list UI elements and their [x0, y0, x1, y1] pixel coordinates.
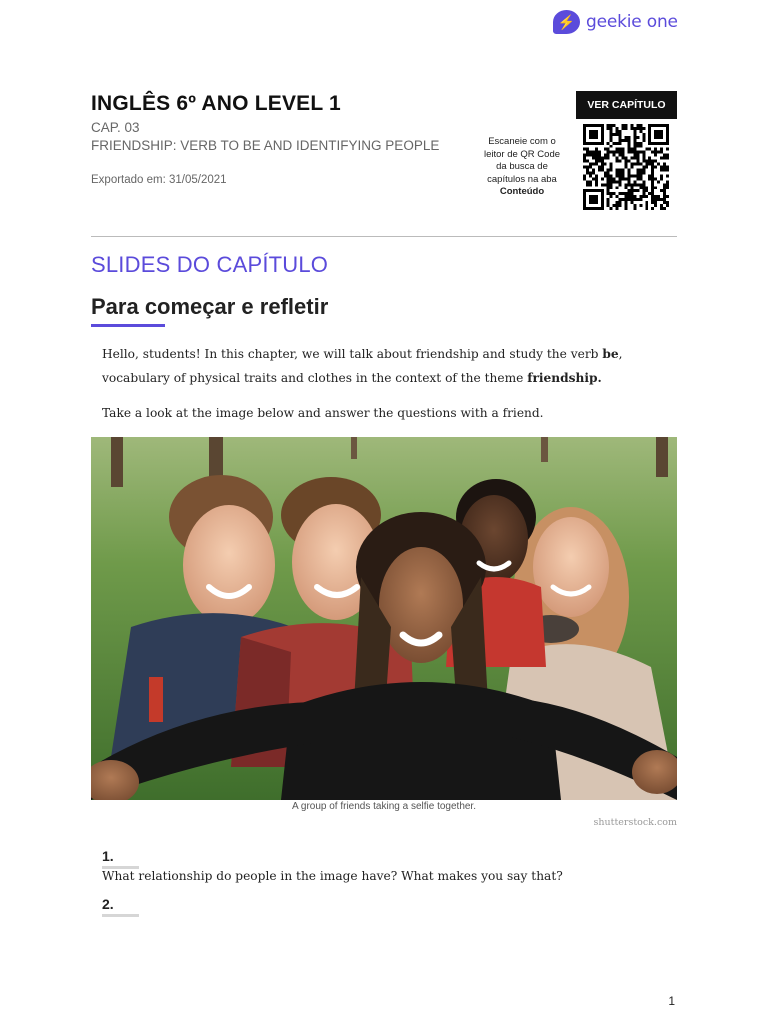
header-divider	[91, 236, 677, 237]
image-credit: shutterstock.com	[593, 817, 677, 828]
section-title: SLIDES DO CAPÍTULO	[91, 252, 329, 277]
qr-instructions-bold: Conteúdo	[499, 186, 545, 197]
qr-instructions-text: Escaneie com o leitor de QR Code da busca de capítulos na aba	[483, 136, 561, 185]
chapter-title: FRIENDSHIP: VERB TO BE AND IDENTIFYING PEOPLE	[91, 138, 440, 153]
qr-instructions	[478, 136, 566, 199]
question-2-underline	[102, 914, 139, 917]
intro-bold-be: be	[602, 347, 619, 361]
logo-text: geekie one	[586, 12, 678, 32]
intro-text-c: , vocabulary of physical traits and clothes in the context of the theme	[102, 347, 623, 385]
question-1-text: What relationship do people in the image have? What makes you say that?	[102, 869, 563, 883]
subsection-title: Para começar e refletir	[91, 294, 329, 319]
intro-text-a: Hello, students! In this chapter, we will talk about friendship and study the verb	[102, 347, 603, 361]
page-number: 1	[668, 994, 675, 1008]
instruction-paragraph: Take a look at the image below and answer the questions with a friend.	[102, 406, 544, 420]
question-1-number: 1.	[102, 848, 114, 864]
book-title: INGLÊS 6º ANO LEVEL 1	[91, 92, 341, 115]
image-caption: A group of friends taking a selfie together.	[291, 801, 476, 812]
intro-bold-friendship: friendship.	[527, 371, 602, 385]
ver-capitulo-button[interactable]: VER CAPÍTULO	[576, 91, 677, 119]
lightning-bolt-icon: ⚡	[553, 10, 580, 34]
export-date: Exportado em: 31/05/2021	[91, 174, 227, 186]
intro-paragraph	[102, 342, 642, 390]
question-2-number: 2.	[102, 896, 114, 912]
qr-code-image[interactable]	[581, 124, 671, 210]
friends-selfie-photo	[91, 437, 677, 800]
chapter-number: CAP. 03	[91, 120, 140, 135]
subsection-underline	[91, 324, 165, 327]
geekie-one-logo	[553, 8, 678, 36]
